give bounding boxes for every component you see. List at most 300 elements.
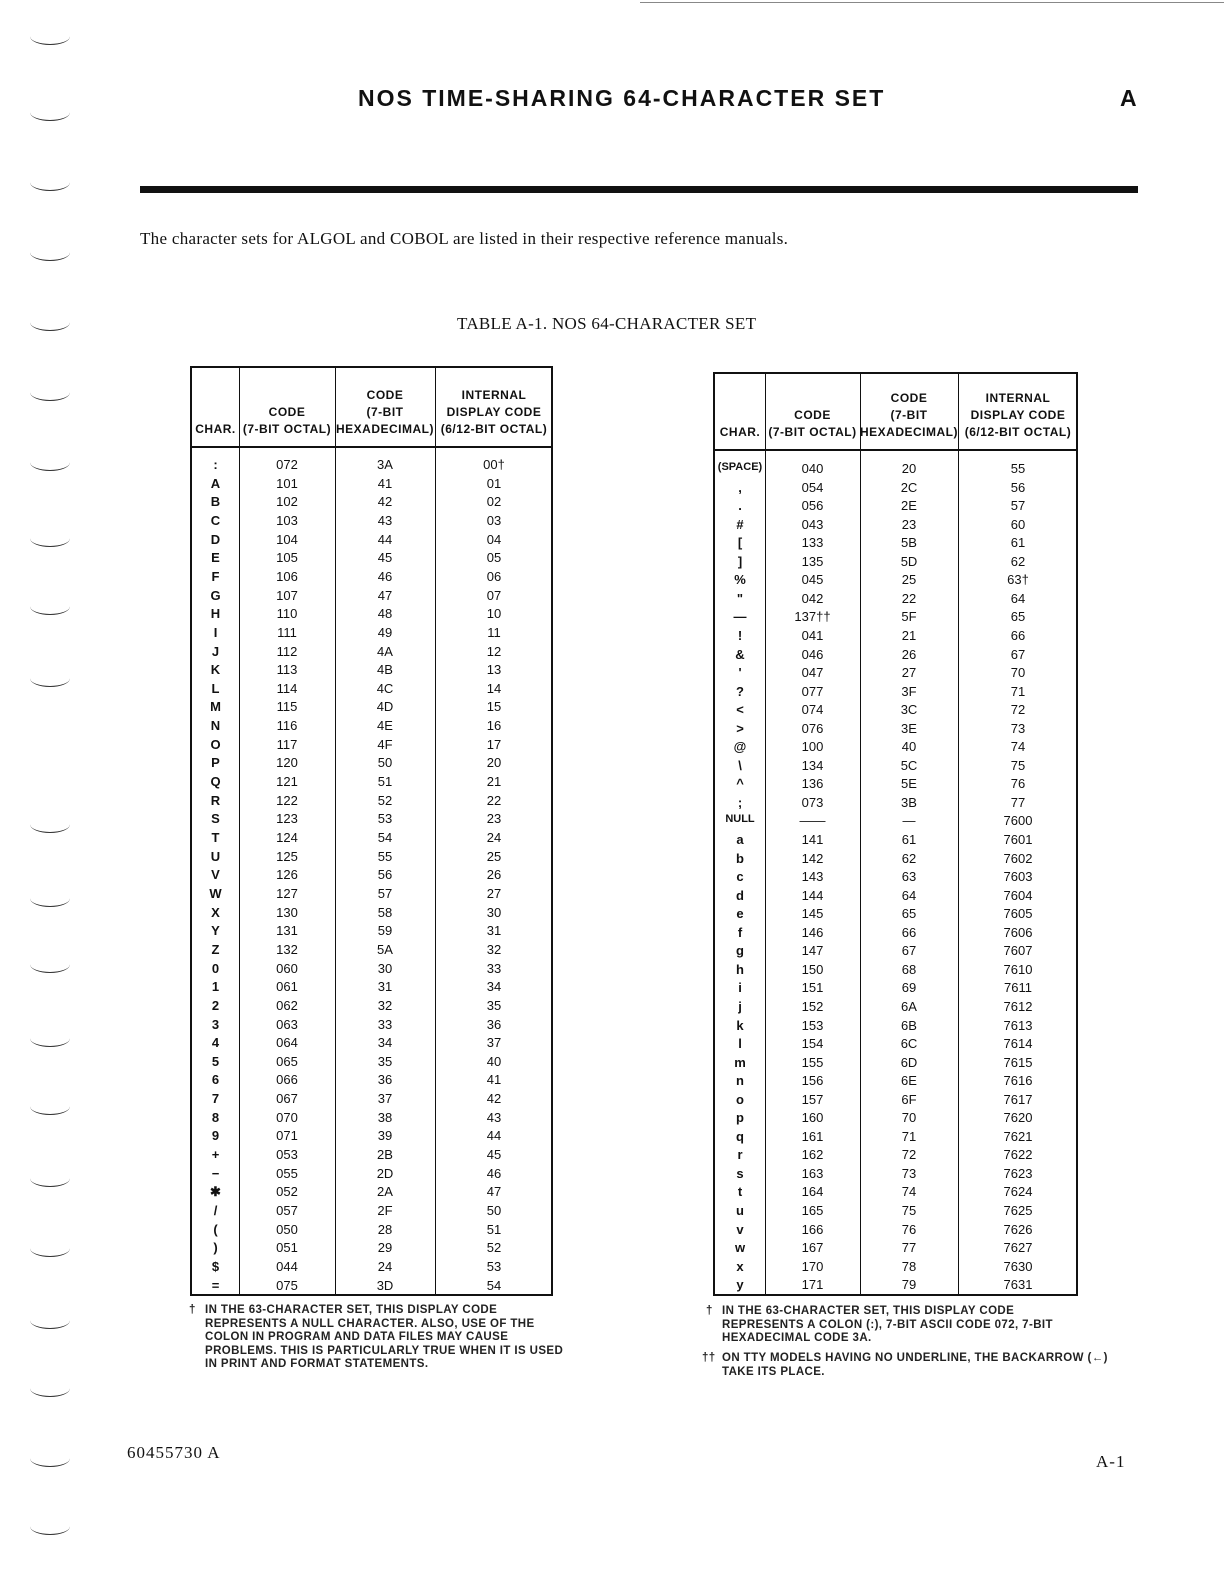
cell-char: X [211, 904, 220, 920]
cell-display: 71 [1010, 683, 1026, 699]
cell-hex: 71 [901, 1128, 917, 1144]
cell-hex: 58 [377, 904, 393, 920]
cell-char: r [737, 1147, 743, 1163]
cell-display: 70 [1010, 665, 1026, 681]
cell-char: ( [213, 1221, 218, 1237]
cell-octal: 072 [276, 457, 298, 472]
cell-octal: 106 [276, 568, 298, 584]
cell-octal: 164 [801, 1184, 824, 1200]
cell-char: $ [211, 1258, 220, 1274]
column-header-line: INTERNAL [461, 388, 527, 402]
cell-char: g [736, 943, 744, 959]
cell-char: P [211, 755, 220, 771]
cell-char: 5 [211, 1053, 220, 1069]
table-row [715, 1055, 1076, 1073]
cell-hex: 52 [377, 792, 393, 808]
cell-octal: 060 [276, 960, 298, 976]
cell-octal: 053 [276, 1147, 298, 1163]
table-caption: TABLE A-1. NOS 64-CHARACTER SET [457, 314, 757, 333]
cell-char: U [210, 848, 221, 864]
cell-char: ! [737, 627, 743, 643]
cell-char: = [211, 1277, 220, 1293]
table-row [192, 1166, 551, 1184]
cell-hex: 2A [377, 1184, 393, 1200]
cell-char: L [211, 680, 220, 696]
cell-octal: 047 [801, 665, 824, 681]
cell-hex: 26 [901, 646, 917, 662]
column-header-hex [335, 368, 435, 446]
cell-char: k [736, 1017, 744, 1033]
cell-octal: 043 [801, 516, 824, 532]
cell-hex: 35 [377, 1053, 393, 1069]
cell-display: 41 [486, 1072, 502, 1088]
cell-hex: 49 [377, 624, 393, 640]
table-row [715, 535, 1076, 553]
cell-octal: 040 [801, 461, 824, 476]
table-row [192, 998, 551, 1016]
cell-octal: 170 [801, 1258, 824, 1274]
cell-char: (SPACE) [717, 461, 763, 473]
cell-octal: 056 [801, 498, 824, 514]
cell-octal: 122 [276, 792, 298, 808]
cell-char: 3 [211, 1016, 220, 1032]
cell-octal: 104 [276, 531, 298, 547]
column-header-line: HEXADECIMAL) [336, 422, 434, 436]
cell-display: 36 [486, 1016, 502, 1032]
cell-char: s [736, 1165, 744, 1181]
footnote-text: IN THE 63-CHARACTER SET, THIS DISPLAY CODE REPRESENTS A COLON (:), 7-BIT ASCII CODE 072, 7-BIT HEXADECIMAL CODE 3A. [722, 1305, 1053, 1344]
cell-display: 72 [1010, 702, 1026, 718]
cell-display: 54 [486, 1277, 502, 1293]
cell-display: 47 [486, 1184, 502, 1200]
cell-octal: 124 [276, 830, 298, 845]
table-row [192, 1259, 551, 1277]
cell-hex: 36 [377, 1072, 393, 1088]
cell-hex: 27 [901, 665, 917, 681]
table-row [192, 457, 551, 475]
table-row [192, 774, 551, 792]
cell-octal: 070 [276, 1109, 298, 1125]
table-row [715, 999, 1076, 1017]
cell-display: 7606 [1003, 924, 1033, 940]
cell-octal: 161 [801, 1128, 824, 1144]
cell-hex: 63 [901, 869, 917, 885]
cell-hex: 3F [901, 683, 917, 699]
cell-hex: 6C [900, 1036, 918, 1052]
cell-octal: 116 [276, 718, 298, 734]
cell-hex: 28 [377, 1221, 393, 1237]
cell-display: 43 [486, 1109, 502, 1125]
cell-hex: 77 [901, 1240, 917, 1256]
footnote-text: IN THE 63-CHARACTER SET, THIS DISPLAY CODE REPRESENTS A NULL CHARACTER. ALSO, USE OF THE COLON IN PROGRAM AND DATA FILES MAY CAUSE PROBLEMS. THIS IS PARTICULARLY TRUE WHEN IT IS USED IN PRINT AND FORMAT STATEMENTS. [205, 1304, 564, 1370]
cell-hex: 48 [377, 606, 393, 622]
cell-hex: 76 [901, 1221, 917, 1237]
table-row [715, 1166, 1076, 1184]
footnote-marker: † [189, 1304, 196, 1316]
table-row [715, 1222, 1076, 1240]
cell-hex: 68 [901, 961, 917, 977]
column-header-octal [765, 374, 860, 449]
footnote-marker: †† [702, 1352, 716, 1364]
cell-display: 7613 [1003, 1017, 1033, 1033]
cell-octal: 146 [801, 924, 824, 940]
cell-hex: 34 [377, 1035, 393, 1051]
cell-char: ✱ [210, 1184, 221, 1200]
cell-char: T [211, 830, 220, 845]
cell-char: u [736, 1203, 744, 1218]
cell-hex: 6D [900, 1054, 918, 1070]
cell-octal: 076 [801, 720, 824, 736]
cell-char: w [734, 1240, 746, 1256]
table-row [715, 1073, 1076, 1091]
cell-hex: 64 [901, 887, 917, 903]
cell-octal: 134 [801, 757, 824, 773]
cell-hex: 61 [901, 832, 917, 847]
column-header-line: CODE [890, 391, 928, 405]
cell-octal: 101 [276, 475, 298, 491]
cell-octal: 162 [801, 1147, 824, 1163]
cell-hex: 56 [377, 867, 393, 883]
cell-hex: 2F [377, 1203, 393, 1218]
cell-char: & [735, 646, 745, 662]
cell-char: Y [211, 923, 220, 939]
cell-char: d [736, 887, 744, 903]
cell-display: 16 [486, 718, 502, 734]
cell-hex: 5F [901, 609, 917, 625]
cell-display: 33 [486, 960, 502, 976]
cell-char: , [738, 479, 742, 495]
table-row [715, 1018, 1076, 1036]
cell-hex: 6B [901, 1017, 917, 1033]
table-row [715, 572, 1076, 590]
cell-display: 66 [1010, 627, 1026, 643]
cell-display: 7631 [1003, 1277, 1033, 1293]
column-header-octal [239, 368, 335, 446]
cell-hex: 6E [901, 1073, 917, 1089]
page-title: NOS TIME-SHARING 64-CHARACTER SET [358, 85, 886, 111]
cell-octal: 041 [801, 627, 824, 643]
character-table-right [713, 372, 1078, 1296]
cell-hex: 32 [377, 997, 393, 1013]
cell-char: + [211, 1147, 220, 1163]
cell-octal: 103 [276, 512, 298, 528]
cell-octal: 163 [801, 1165, 824, 1181]
column-header-display [958, 374, 1078, 449]
cell-char: . [738, 498, 742, 514]
cell-octal: 141 [801, 832, 824, 847]
cell-char: ; [737, 794, 743, 810]
cell-display: 7612 [1003, 998, 1033, 1014]
cell-display: 67 [1010, 646, 1026, 662]
cell-display: 30 [486, 904, 502, 920]
cell-display: 13 [486, 662, 502, 678]
table-row [192, 1110, 551, 1128]
table-row [192, 569, 551, 587]
cell-char: n [736, 1073, 744, 1089]
cell-hex: 45 [377, 550, 393, 566]
cell-display: 61 [1010, 535, 1026, 551]
cell-octal: 152 [801, 998, 824, 1014]
cell-hex: 2E [901, 498, 917, 514]
table-row [192, 644, 551, 662]
cell-display: 73 [1010, 720, 1026, 736]
column-header-line: HEXADECIMAL) [860, 425, 958, 439]
cell-hex: 3E [901, 720, 917, 736]
table-row [192, 1147, 551, 1165]
table-row [192, 737, 551, 755]
cell-char: 8 [211, 1109, 220, 1125]
cell-octal: 057 [276, 1203, 298, 1218]
column-header-line: (7-BIT OCTAL) [242, 422, 332, 436]
column-header-line: CHAR. [719, 425, 761, 439]
column-header-line: CHAR. [195, 422, 236, 436]
table-row [192, 979, 551, 997]
table-row [715, 943, 1076, 961]
table-row [192, 867, 551, 885]
cell-octal: 160 [801, 1110, 824, 1126]
cell-octal: 153 [801, 1017, 824, 1033]
table-row [715, 1129, 1076, 1147]
cell-hex: 20 [901, 461, 917, 476]
table-row [715, 1036, 1076, 1054]
cell-display: 7617 [1003, 1091, 1033, 1107]
cell-char: j [738, 998, 742, 1014]
table-row [192, 699, 551, 717]
cell-char: [ [737, 535, 743, 551]
cell-display: 7607 [1003, 943, 1033, 959]
cell-char: < [736, 702, 744, 718]
table-row [192, 494, 551, 512]
cell-display: 7616 [1003, 1073, 1033, 1089]
column-header-line: INTERNAL [985, 391, 1051, 405]
cell-hex: 42 [377, 494, 393, 510]
table-row [192, 513, 551, 531]
table-row [192, 588, 551, 606]
cell-octal: 130 [276, 904, 298, 920]
cell-char: E [211, 550, 220, 566]
cell-display: 45 [486, 1147, 502, 1163]
cell-hex: 38 [377, 1109, 393, 1125]
cell-char: o [736, 1091, 744, 1107]
cell-display: 46 [486, 1165, 502, 1181]
footnote-marker: † [706, 1305, 713, 1317]
cell-hex: 4B [377, 662, 393, 678]
cell-display: 00† [483, 457, 505, 472]
cell-hex: 51 [377, 774, 393, 790]
cell-char: % [734, 572, 746, 588]
cell-char: y [736, 1277, 744, 1293]
table-row [192, 755, 551, 773]
footnote-text: ON TTY MODELS HAVING NO UNDERLINE, THE BACKARROW (←) TAKE ITS PLACE. [722, 1352, 1108, 1378]
cell-octal: 117 [276, 736, 298, 752]
cell-display: 11 [487, 624, 501, 640]
table-row [192, 793, 551, 811]
table-row [192, 1035, 551, 1053]
cell-octal: 125 [276, 848, 298, 864]
cell-octal: 145 [801, 906, 824, 922]
cell-display: 32 [486, 941, 502, 957]
table-row [715, 647, 1076, 665]
cell-hex: 5D [900, 553, 918, 569]
cell-char: t [737, 1184, 743, 1200]
column-header-line: (7-BIT [890, 408, 928, 422]
cell-char: H [210, 606, 221, 622]
cell-hex: 29 [377, 1240, 393, 1256]
cell-hex: 59 [377, 923, 393, 939]
cell-octal: 050 [276, 1221, 298, 1237]
cell-display: 23 [486, 811, 502, 827]
cell-hex: 4C [376, 680, 394, 696]
table-row [715, 1110, 1076, 1128]
cell-display: 07 [486, 587, 502, 603]
table-row [715, 1259, 1076, 1277]
table-row [715, 962, 1076, 980]
cell-octal: 052 [276, 1184, 298, 1200]
cell-char: ? [736, 683, 744, 699]
table-row [192, 923, 551, 941]
cell-hex: 4F [377, 736, 393, 752]
cell-octal: 062 [276, 997, 298, 1013]
cell-octal: 127 [276, 885, 298, 901]
cell-display: 7621 [1003, 1128, 1033, 1144]
cell-display: 37 [486, 1035, 502, 1051]
cell-octal: 071 [276, 1128, 298, 1144]
table-row [715, 1277, 1076, 1295]
cell-char: 7 [211, 1091, 220, 1107]
cell-hex: 2D [376, 1165, 394, 1181]
cell-char: / [213, 1203, 218, 1218]
cell-hex: 75 [901, 1203, 917, 1218]
cell-char: W [209, 885, 222, 901]
cell-hex: 43 [377, 512, 393, 528]
cell-char: f [737, 924, 743, 940]
cell-char: V [211, 867, 220, 883]
cell-hex: 24 [377, 1258, 393, 1274]
table-row [192, 625, 551, 643]
cell-display: 02 [486, 494, 502, 510]
cell-octal: 115 [276, 699, 298, 715]
cell-hex: 6A [901, 998, 917, 1014]
table-row [715, 1092, 1076, 1110]
cell-display: 55 [1010, 461, 1026, 476]
cell-char: q [736, 1128, 744, 1144]
cell-hex: 69 [901, 980, 917, 996]
cell-display: 7627 [1003, 1240, 1033, 1256]
table-row [192, 905, 551, 923]
cell-char: 6 [211, 1072, 220, 1088]
cell-display: 63† [1007, 572, 1029, 588]
table-row [192, 849, 551, 867]
cell-display: 7603 [1003, 869, 1033, 885]
cell-display: 12 [486, 643, 502, 659]
document-number: 60455730 A [127, 1443, 221, 1462]
column-header-hex [860, 374, 958, 449]
table-row [192, 961, 551, 979]
table-row [192, 1240, 551, 1258]
cell-hex: 4A [377, 643, 393, 659]
cell-octal: 157 [801, 1091, 824, 1107]
cell-char: G [210, 587, 221, 603]
table-row [715, 498, 1076, 516]
column-header-line: (6/12-BIT OCTAL) [964, 425, 1072, 439]
cell-char: @ [733, 739, 747, 755]
cell-octal: 074 [801, 702, 824, 718]
table-row [192, 681, 551, 699]
cell-display: 10 [486, 606, 502, 622]
cell-octal: 061 [276, 979, 298, 995]
cell-hex: 3D [376, 1277, 394, 1293]
cell-char: Q [210, 774, 221, 790]
column-header-line: DISPLAY CODE [446, 405, 542, 419]
cell-display: 7600 [1003, 813, 1033, 829]
cell-char: b [736, 850, 744, 866]
cell-display: 7611 [1004, 980, 1032, 996]
cell-display: 14 [486, 680, 502, 696]
top-edge-line [640, 2, 1224, 3]
cell-display: 7614 [1003, 1036, 1033, 1052]
cell-char: : [213, 457, 218, 472]
cell-hex: 25 [901, 572, 917, 588]
column-header-line: (7-BIT [366, 405, 404, 419]
cell-char: h [736, 961, 744, 977]
cell-char: 2 [211, 997, 220, 1013]
table-row [715, 609, 1076, 627]
cell-display: 7624 [1003, 1184, 1033, 1200]
table-row [715, 925, 1076, 943]
cell-hex: 57 [377, 885, 393, 901]
cell-octal: 066 [276, 1072, 298, 1088]
cell-octal: 166 [801, 1221, 824, 1237]
cell-display: 7602 [1003, 850, 1033, 866]
cell-display: 62 [1010, 553, 1026, 569]
table-row [192, 1054, 551, 1072]
cell-display: 35 [486, 997, 502, 1013]
table-row [192, 718, 551, 736]
cell-char: M [210, 699, 221, 715]
cell-char: N [210, 718, 221, 734]
table-row [715, 665, 1076, 683]
cell-hex: 33 [377, 1016, 393, 1032]
table-header [715, 374, 1076, 451]
cell-display: 01 [486, 475, 502, 491]
cell-display: 40 [486, 1053, 502, 1069]
table-row [715, 888, 1076, 906]
table-row [192, 1017, 551, 1035]
cell-hex: 5C [900, 757, 918, 773]
table-row [715, 795, 1076, 813]
table-row [192, 1072, 551, 1090]
cell-hex: 37 [377, 1091, 393, 1107]
table-row [192, 811, 551, 829]
cell-char: C [210, 512, 221, 528]
table-row [192, 662, 551, 680]
cell-display: 7610 [1003, 961, 1033, 977]
cell-octal: 126 [276, 867, 298, 883]
cell-hex: 67 [901, 943, 917, 959]
cell-display: 7620 [1003, 1110, 1033, 1126]
cell-hex: 5E [901, 776, 917, 792]
table-row [715, 1203, 1076, 1221]
page-number: A-1 [1096, 1452, 1126, 1471]
cell-display: 60 [1010, 516, 1026, 532]
cell-octal: —— [799, 813, 826, 829]
cell-octal: 150 [801, 961, 824, 977]
cell-char: F [211, 568, 220, 584]
cell-octal: 154 [801, 1036, 824, 1052]
cell-hex: 5B [901, 535, 917, 551]
cell-octal: 054 [801, 479, 824, 495]
cell-octal: 112 [276, 643, 298, 659]
